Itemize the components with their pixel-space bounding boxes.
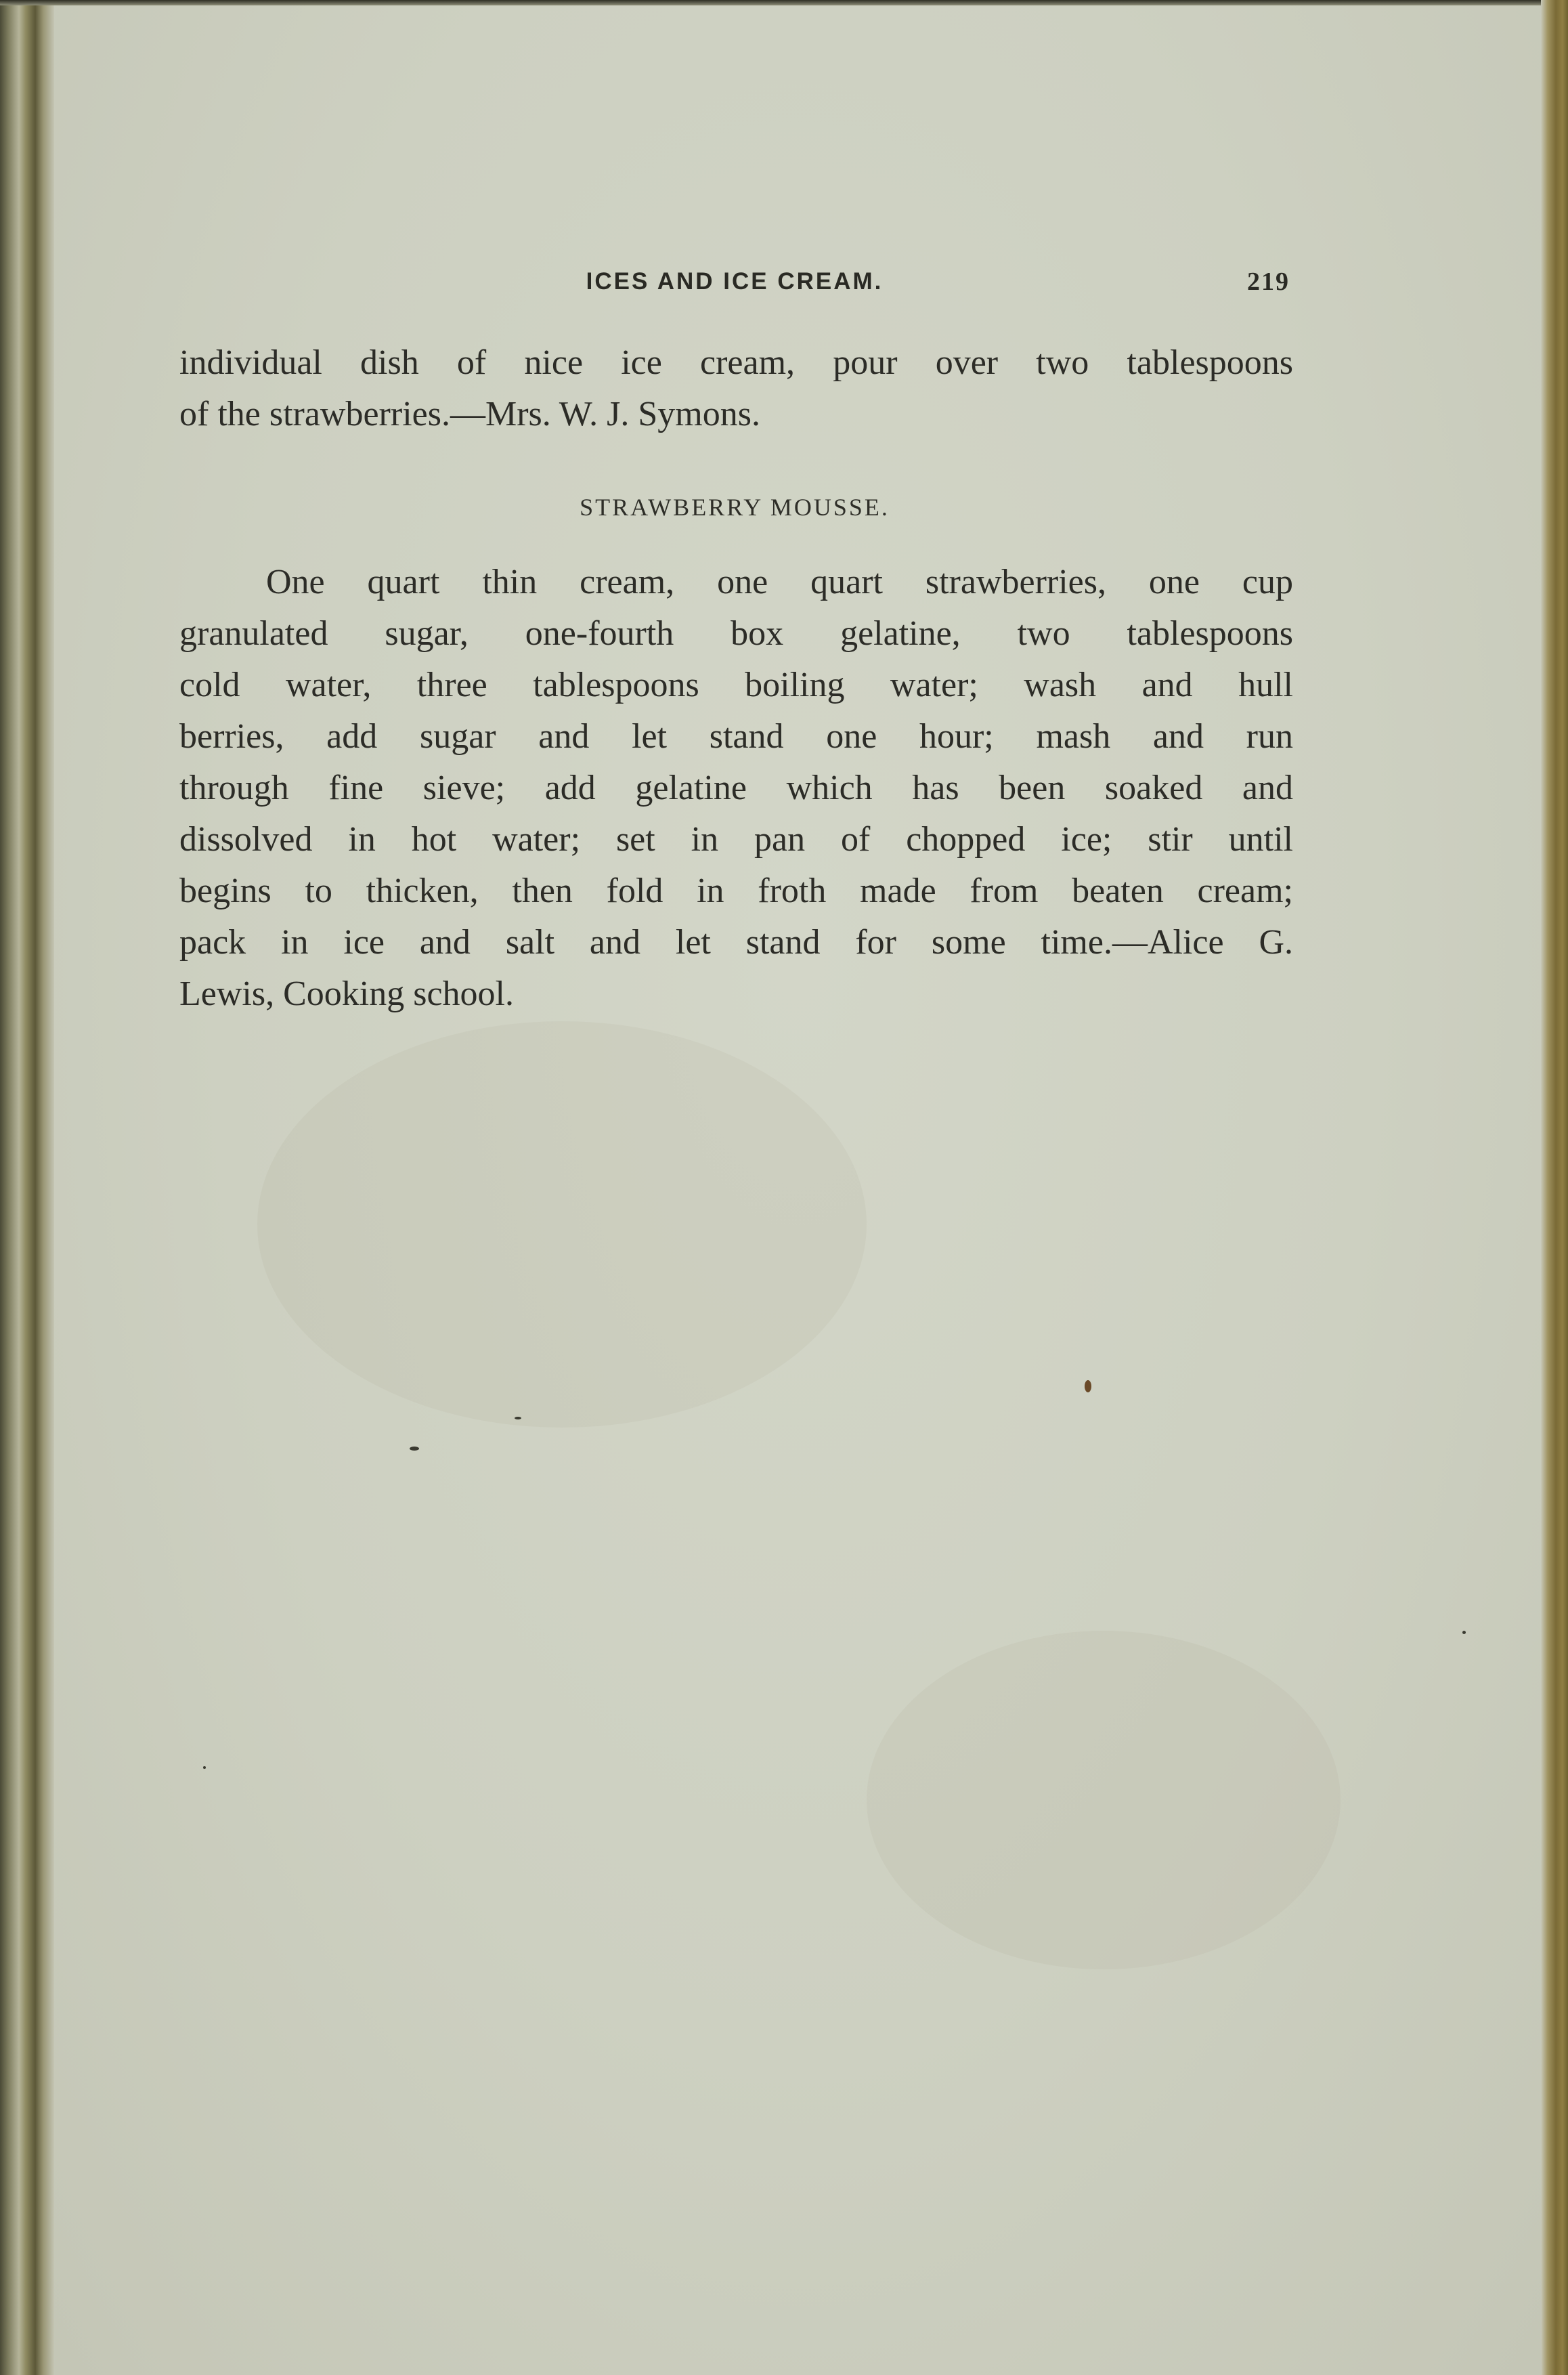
paper-speck [410,1447,419,1451]
text-line: granulated sugar, one-fourth box gelatine, two tablespoons [179,614,1293,653]
continuation-paragraph [179,337,1293,440]
recipe-title: STRAWBERRY MOUSSE. [580,494,890,521]
text-line: individual dish of nice ice cream, pour over two tablespoons [179,343,1293,382]
book-edge-right [1541,0,1568,2375]
text-line: of the strawberries.—Mrs. W. J. Symons. [179,395,760,433]
text-line: berries, add sugar and let stand one hour; mash and run [179,717,1293,756]
text-line: Lewis, Cooking school. [179,975,514,1013]
text-line: One quart thin cream, one quart strawberries, one cup [266,563,1293,601]
running-head [179,265,1290,299]
page-top-edge [0,0,1568,5]
text-line: dissolved in hot water; set in pan of chopped ice; stir until [179,820,1293,859]
book-spine-left [0,0,54,2375]
paper-stain [867,1631,1341,1969]
paper-speck [515,1417,521,1419]
page-number: 219 [1247,268,1290,296]
paper-speck [1462,1631,1466,1634]
text-line: through fine sieve; add gelatine which has been soaked and [179,769,1293,807]
text-line: begins to thicken, then fold in froth made from beaten cream; [179,872,1293,910]
paper-speck [1085,1380,1091,1392]
recipe-paragraph [179,557,1293,1020]
text-line: cold water, three tablespoons boiling water; wash and hull [179,666,1293,704]
text-line: pack in ice and salt and let stand for some time.—Alice G. [179,923,1293,962]
paper-speck [203,1766,206,1769]
paper-stain [257,1021,867,1428]
running-title: ICES AND ICE CREAM. [586,268,884,295]
